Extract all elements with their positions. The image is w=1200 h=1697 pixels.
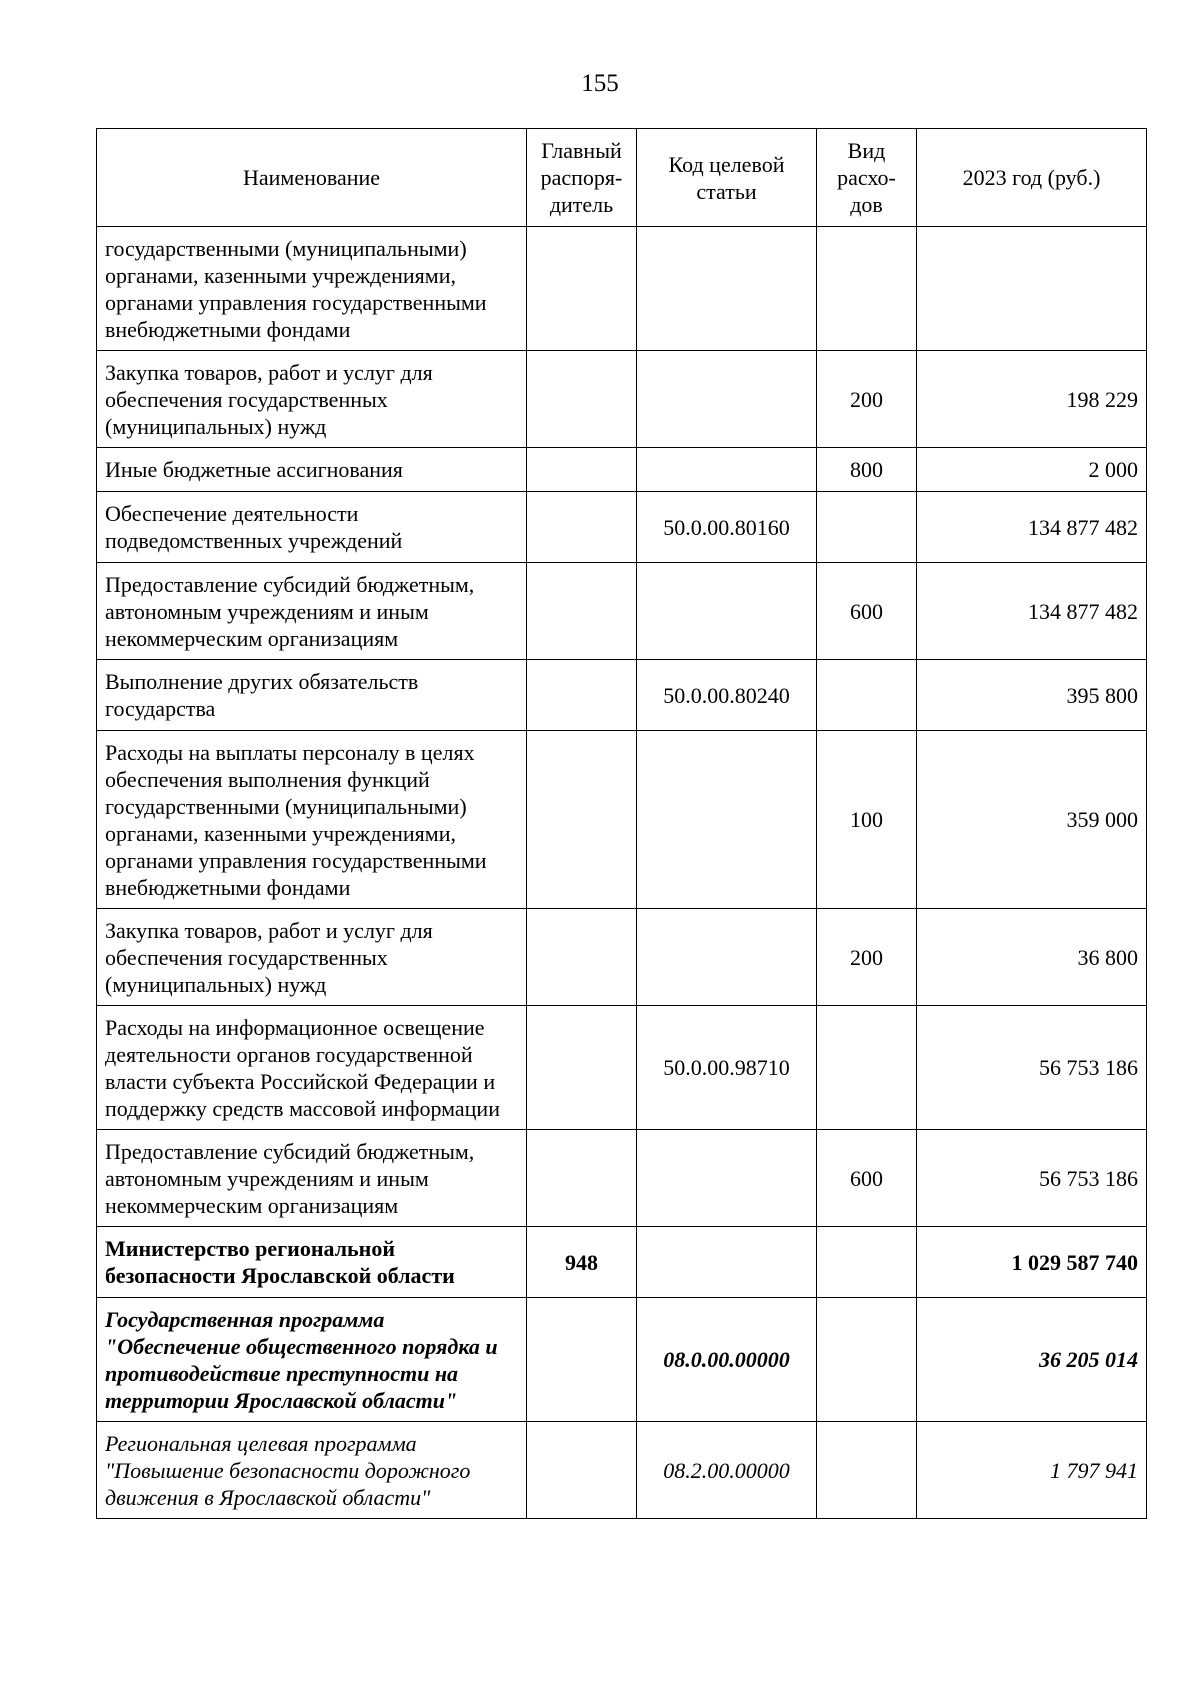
table-row	[97, 660, 1147, 731]
cell-name: Закупка товаров, работ и услуг для обеспечения государственных (муниципальных) нужд	[97, 909, 527, 1006]
cell-type	[817, 1227, 917, 1298]
cell-code	[637, 227, 817, 351]
table-row	[97, 492, 1147, 563]
cell-type: 100	[817, 731, 917, 909]
cell-amount: 134 877 482	[917, 492, 1147, 563]
table-row	[97, 1006, 1147, 1130]
cell-manager	[527, 1006, 637, 1130]
cell-amount: 56 753 186	[917, 1130, 1147, 1227]
header-amount: 2023 год (руб.)	[917, 129, 1147, 227]
cell-amount	[917, 227, 1147, 351]
table-row	[97, 1130, 1147, 1227]
cell-manager	[527, 563, 637, 660]
cell-type: 800	[817, 448, 917, 492]
cell-code	[637, 1227, 817, 1298]
table-body	[97, 227, 1147, 1519]
cell-type: 200	[817, 351, 917, 448]
cell-name: Предоставление субсидий бюджетным, автономным учреждениям и иным некоммерческим организациям	[97, 1130, 527, 1227]
cell-code	[637, 563, 817, 660]
cell-code: 50.0.00.80160	[637, 492, 817, 563]
cell-amount: 56 753 186	[917, 1006, 1147, 1130]
cell-code: 08.0.00.00000	[637, 1298, 817, 1422]
cell-manager	[527, 448, 637, 492]
table-row	[97, 1298, 1147, 1422]
cell-manager	[527, 909, 637, 1006]
cell-code	[637, 351, 817, 448]
cell-code	[637, 448, 817, 492]
cell-type	[817, 1006, 917, 1130]
cell-manager	[527, 492, 637, 563]
table-row	[97, 227, 1147, 351]
cell-manager	[527, 351, 637, 448]
header-type: Вид расхо-дов	[817, 129, 917, 227]
cell-code: 08.2.00.00000	[637, 1422, 817, 1519]
cell-manager	[527, 1298, 637, 1422]
cell-name: государственными (муниципальными) органами, казенными учреждениями, органами управления государственными внебюджетными фондами	[97, 227, 527, 351]
cell-name: Закупка товаров, работ и услуг для обеспечения государственных (муниципальных) нужд	[97, 351, 527, 448]
page-number: 155	[581, 70, 619, 97]
cell-code: 50.0.00.80240	[637, 660, 817, 731]
table-row	[97, 1422, 1147, 1519]
cell-name: Расходы на выплаты персоналу в целях обеспечения выполнения функций государственными (муниципальными) органами, казенными учреждениями, органами управления государственными внебюджетными фондами	[97, 731, 527, 909]
cell-amount: 134 877 482	[917, 563, 1147, 660]
cell-name: Расходы на информационное освещение деятельности органов государственной власти субъекта Российской Федерации и поддержку средств массовой информации	[97, 1006, 527, 1130]
cell-amount: 36 205 014	[917, 1298, 1147, 1422]
header-manager: Главный распоря-дитель	[527, 129, 637, 227]
cell-name: Предоставление субсидий бюджетным, автономным учреждениям и иным некоммерческим организациям	[97, 563, 527, 660]
cell-name: Министерство региональной безопасности Ярославской области	[97, 1227, 527, 1298]
cell-amount: 36 800	[917, 909, 1147, 1006]
table-row	[97, 731, 1147, 909]
cell-amount: 2 000	[917, 448, 1147, 492]
table-header-row	[97, 129, 1147, 227]
cell-type	[817, 1422, 917, 1519]
cell-name: Обеспечение деятельности подведомственных учреждений	[97, 492, 527, 563]
cell-code	[637, 1130, 817, 1227]
cell-amount: 395 800	[917, 660, 1147, 731]
table-row	[97, 448, 1147, 492]
table-row	[97, 351, 1147, 448]
cell-code	[637, 909, 817, 1006]
cell-type: 200	[817, 909, 917, 1006]
cell-type	[817, 227, 917, 351]
cell-manager	[527, 731, 637, 909]
table-row	[97, 909, 1147, 1006]
cell-type	[817, 492, 917, 563]
cell-manager	[527, 660, 637, 731]
header-name: Наименование	[97, 129, 527, 227]
cell-code: 50.0.00.98710	[637, 1006, 817, 1130]
cell-manager	[527, 227, 637, 351]
cell-amount: 359 000	[917, 731, 1147, 909]
table-row	[97, 563, 1147, 660]
cell-type: 600	[817, 563, 917, 660]
cell-name: Выполнение других обязательств государства	[97, 660, 527, 731]
cell-manager	[527, 1130, 637, 1227]
cell-amount: 198 229	[917, 351, 1147, 448]
cell-type: 600	[817, 1130, 917, 1227]
header-code: Код целевой статьи	[637, 129, 817, 227]
cell-name: Региональная целевая программа "Повышение безопасности дорожного движения в Ярославской области"	[97, 1422, 527, 1519]
cell-name: Иные бюджетные ассигнования	[97, 448, 527, 492]
cell-type	[817, 660, 917, 731]
cell-amount: 1 029 587 740	[917, 1227, 1147, 1298]
cell-manager: 948	[527, 1227, 637, 1298]
table-row	[97, 1227, 1147, 1298]
cell-amount: 1 797 941	[917, 1422, 1147, 1519]
budget-table	[96, 128, 1147, 1519]
cell-type	[817, 1298, 917, 1422]
cell-name: Государственная программа "Обеспечение общественного порядка и противодействие преступности на территории Ярославской области"	[97, 1298, 527, 1422]
cell-code	[637, 731, 817, 909]
cell-manager	[527, 1422, 637, 1519]
